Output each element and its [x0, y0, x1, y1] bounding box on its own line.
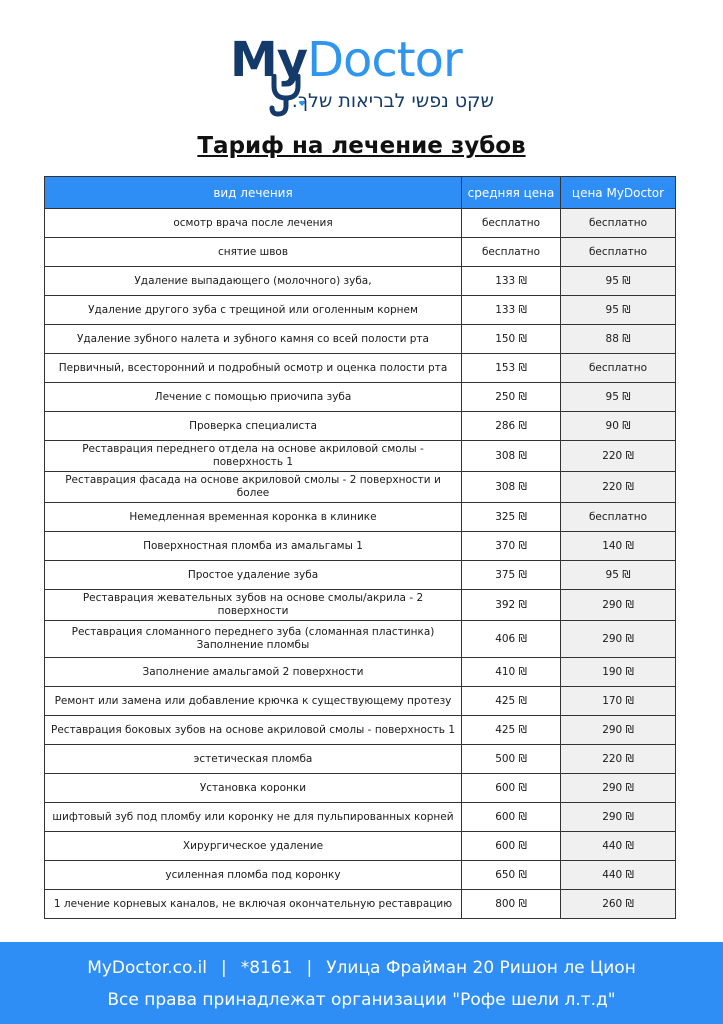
logo-doctor-text: Doctor [307, 32, 462, 88]
mydoctor-price: 220 ₪ [561, 472, 676, 503]
footer-address: Улица Фрайман 20 Ришон ле Цион [326, 958, 636, 978]
treatment-name: Первичный, всесторонний и подробный осмотр и оценка полости рта [45, 354, 462, 383]
average-price: 153 ₪ [462, 354, 561, 383]
treatment-name: Установка коронки [45, 774, 462, 803]
treatment-name: снятие швов [45, 238, 462, 267]
treatment-name: Поверхностная пломба из амальгамы 1 [45, 532, 462, 561]
average-price: 425 ₪ [462, 687, 561, 716]
table-row [45, 861, 676, 890]
mydoctor-price: бесплатно [561, 503, 676, 532]
table-row [45, 267, 676, 296]
mydoctor-price: 190 ₪ [561, 658, 676, 687]
treatment-name: Реставрация переднего отдела на основе акриловой смолы - поверхность 1 [45, 441, 462, 472]
table-row [45, 412, 676, 441]
logo-my-text: My [230, 32, 308, 88]
table-row [45, 503, 676, 532]
table-row [45, 658, 676, 687]
treatment-name: Заполнение амальгамой 2 поверхности [45, 658, 462, 687]
average-price: бесплатно [462, 238, 561, 267]
mydoctor-logo [230, 30, 500, 120]
average-price: 308 ₪ [462, 441, 561, 472]
average-price: 325 ₪ [462, 503, 561, 532]
mydoctor-price: 440 ₪ [561, 832, 676, 861]
table-row [45, 590, 676, 621]
treatment-name: Лечение с помощью приочипа зуба [45, 383, 462, 412]
table-row [45, 561, 676, 590]
treatment-name: усиленная пломба под коронку [45, 861, 462, 890]
average-price: 133 ₪ [462, 296, 561, 325]
mydoctor-price: 95 ₪ [561, 296, 676, 325]
average-price: 650 ₪ [462, 861, 561, 890]
table-row [45, 209, 676, 238]
table-row [45, 716, 676, 745]
mydoctor-price: 220 ₪ [561, 745, 676, 774]
average-price: 406 ₪ [462, 621, 561, 658]
footer-separator: | [220, 958, 227, 978]
table-row [45, 687, 676, 716]
header-mydoctor-price: цена MyDoctor [561, 177, 676, 209]
average-price: 250 ₪ [462, 383, 561, 412]
table-row [45, 383, 676, 412]
treatment-name: Немедленная временная коронка в клинике [45, 503, 462, 532]
average-price: 133 ₪ [462, 267, 561, 296]
treatment-name: Реставрация боковых зубов на основе акриловой смолы - поверхность 1 [45, 716, 462, 745]
mydoctor-price: 260 ₪ [561, 890, 676, 919]
table-row [45, 325, 676, 354]
treatment-name: Удаление выпадающего (молочного) зуба, [45, 267, 462, 296]
mydoctor-price: 95 ₪ [561, 383, 676, 412]
table-row [45, 532, 676, 561]
mydoctor-price: бесплатно [561, 238, 676, 267]
header-treatment: вид лечения [45, 177, 462, 209]
footer-rights: Все права принадлежат организации "Рофе шели л.т.д" [107, 990, 616, 1010]
treatment-name: 1 лечение корневых каналов, не включая окончательную реставрацию [45, 890, 462, 919]
average-price: 600 ₪ [462, 832, 561, 861]
table-row [45, 745, 676, 774]
treatment-name: Реставрация фасада на основе акриловой смолы - 2 поверхности и более [45, 472, 462, 503]
page-title: Тариф на лечение зубов [197, 133, 526, 159]
table-row [45, 441, 676, 472]
average-price: 286 ₪ [462, 412, 561, 441]
header-average-price: средняя цена [462, 177, 561, 209]
average-price: 500 ₪ [462, 745, 561, 774]
mydoctor-price: 290 ₪ [561, 716, 676, 745]
average-price: 425 ₪ [462, 716, 561, 745]
mydoctor-price: 220 ₪ [561, 441, 676, 472]
logo-wordmark [230, 30, 462, 90]
price-table [44, 176, 676, 919]
treatment-name: Хирургическое удаление [45, 832, 462, 861]
treatment-name: Проверка специалиста [45, 412, 462, 441]
table-header-row [45, 177, 676, 209]
treatment-name: шифтовый зуб под пломбу или коронку не для пульпированных корней [45, 803, 462, 832]
table-row [45, 890, 676, 919]
treatment-name: Удаление зубного налета и зубного камня со всей полости рта [45, 325, 462, 354]
mydoctor-price: бесплатно [561, 354, 676, 383]
table-row [45, 621, 676, 658]
table-row [45, 472, 676, 503]
footer-separator: | [306, 958, 313, 978]
average-price: 150 ₪ [462, 325, 561, 354]
mydoctor-price: 90 ₪ [561, 412, 676, 441]
footer-contact-line [0, 958, 723, 978]
footer [0, 942, 723, 1024]
mydoctor-price: 88 ₪ [561, 325, 676, 354]
average-price: 375 ₪ [462, 561, 561, 590]
average-price: 800 ₪ [462, 890, 561, 919]
mydoctor-price: 140 ₪ [561, 532, 676, 561]
table-row [45, 774, 676, 803]
table-row [45, 238, 676, 267]
average-price: 600 ₪ [462, 803, 561, 832]
mydoctor-price: бесплатно [561, 209, 676, 238]
average-price: 370 ₪ [462, 532, 561, 561]
average-price: 410 ₪ [462, 658, 561, 687]
table-row [45, 832, 676, 861]
mydoctor-price: 170 ₪ [561, 687, 676, 716]
average-price: 392 ₪ [462, 590, 561, 621]
mydoctor-price: 95 ₪ [561, 267, 676, 296]
average-price: 308 ₪ [462, 472, 561, 503]
treatment-name: Простое удаление зуба [45, 561, 462, 590]
treatment-name: Реставрация сломанного переднего зуба (сломанная пластинка) Заполнение пломбы [45, 621, 462, 658]
treatment-name: Реставрация жевательных зубов на основе смолы/акрила - 2 поверхности [45, 590, 462, 621]
mydoctor-price: 290 ₪ [561, 803, 676, 832]
treatment-name: Удаление другого зуба с трещиной или оголенным корнем [45, 296, 462, 325]
footer-phone[interactable]: *8161 [240, 958, 293, 978]
treatment-name: Ремонт или замена или добавление крючка к существующему протезу [45, 687, 462, 716]
table-row [45, 354, 676, 383]
mydoctor-price: 290 ₪ [561, 590, 676, 621]
table-row [45, 296, 676, 325]
treatment-name: осмотр врача после лечения [45, 209, 462, 238]
logo-tagline: שקט נפשי לבריאות שלך. [291, 90, 494, 112]
average-price: 600 ₪ [462, 774, 561, 803]
treatment-name: эстетическая пломба [45, 745, 462, 774]
mydoctor-price: 95 ₪ [561, 561, 676, 590]
average-price: бесплатно [462, 209, 561, 238]
mydoctor-price: 290 ₪ [561, 774, 676, 803]
mydoctor-price: 290 ₪ [561, 621, 676, 658]
mydoctor-price: 440 ₪ [561, 861, 676, 890]
footer-website-link[interactable]: MyDoctor.co.il [87, 958, 207, 978]
table-row [45, 803, 676, 832]
